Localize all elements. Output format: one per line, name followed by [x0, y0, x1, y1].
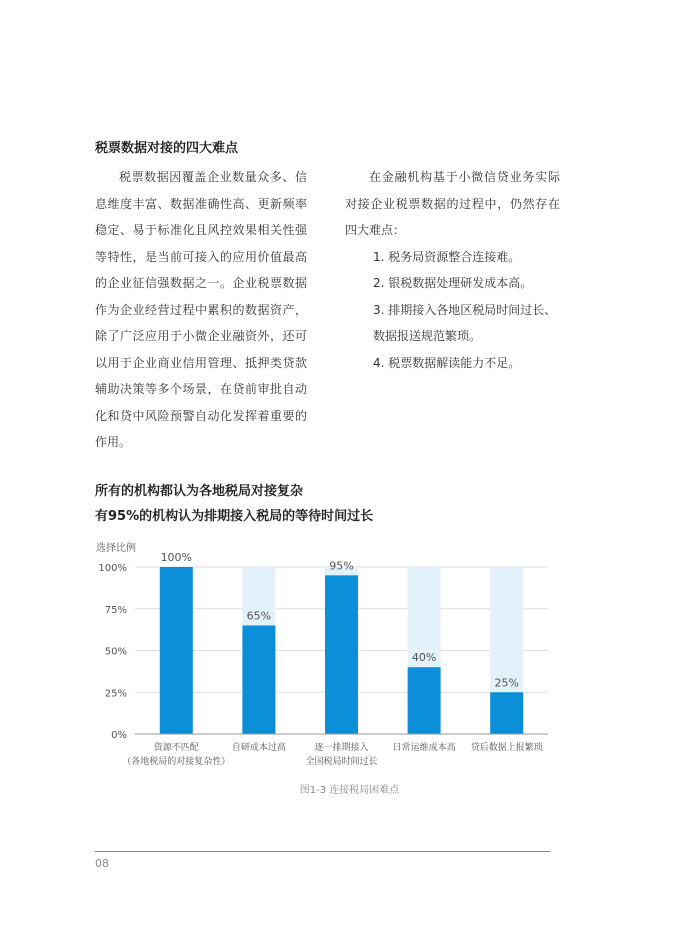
- page-number: 08: [95, 857, 109, 870]
- y-tick-label: 75%: [104, 604, 127, 616]
- bar-value-label: 65%: [246, 609, 272, 623]
- tax-data-paragraph: 税票数据因覆盖企业数量众多、信息维度丰富、数据准确性高、更新频率稳定、易于标准化且风控效果相关性强等特性，是当前可接入的应用价值最高的企业征信强数据之一。企业税票数据作为企业经营过程中累积的数据资产，除了广泛应用于小微企业融资外，还可以用于企业商业信用管理、抵押类贷款辅助决策等多个场景，在贷前审批自动化和贷中风险预警自动化发挥着重要的作用。: [95, 170, 307, 449]
- bar-value-label: 25%: [494, 676, 519, 690]
- bar: [490, 692, 523, 734]
- y-axis-label: 选择比例: [96, 543, 136, 554]
- x-category-label: 资源不匹配: [153, 743, 199, 753]
- x-category-label: 贷后数据上报繁琐: [470, 743, 543, 753]
- bar: [408, 667, 441, 734]
- bar: [160, 567, 193, 734]
- y-tick-label: 50%: [104, 646, 127, 658]
- bar-chart: [90, 535, 560, 770]
- difficulty-item-3: 3. 排期接入各地区税局时间过长、: [373, 302, 557, 317]
- right-column: [345, 164, 560, 376]
- y-tick-label: 0%: [111, 730, 127, 741]
- x-category-label: 逐一排期接入: [314, 743, 369, 753]
- bar-value-label: 95%: [329, 559, 354, 573]
- x-category-label: （各地税局的对接复杂性）: [122, 757, 231, 767]
- x-category-label: 全国税局时间过长: [305, 757, 378, 767]
- section-title: 税票数据对接的四大难点: [95, 141, 239, 156]
- footer-divider: [95, 851, 550, 852]
- bar: [242, 625, 275, 734]
- left-column: [95, 164, 307, 456]
- difficulties-list: [345, 244, 560, 377]
- difficulty-item-3-continued: 数据报送规范繁琐。: [373, 329, 482, 343]
- x-category-label: 自研成本过高: [231, 743, 286, 753]
- headline-all-institutions: 所有的机构都认为各地税局对接复杂: [95, 484, 304, 499]
- bar-value-label: 100%: [160, 551, 193, 564]
- difficulty-item-4: 4. 税票数据解读能力不足。: [373, 355, 521, 370]
- difficulty-item-1: 1. 税务局资源整合连接难。: [373, 249, 521, 264]
- y-tick-label: 100%: [98, 563, 127, 574]
- headline-95-percent: 有95%的机构认为排期接入税局的等待时间过长: [95, 509, 374, 524]
- bar-chart-svg: [90, 535, 560, 770]
- x-category-label: 日常运维成本高: [392, 743, 456, 753]
- difficulties-intro: 在金融机构基于小微信贷业务实际对接企业税票数据的过程中，仍然存在四大难点：: [345, 170, 560, 237]
- bar: [325, 575, 358, 734]
- y-tick-label: 25%: [104, 688, 127, 700]
- difficulty-item-2: 2. 银税数据处理研发成本高。: [373, 276, 533, 290]
- figure-caption: 图1-3 连接税局困难点: [299, 785, 400, 796]
- bar-value-label: 40%: [411, 651, 437, 665]
